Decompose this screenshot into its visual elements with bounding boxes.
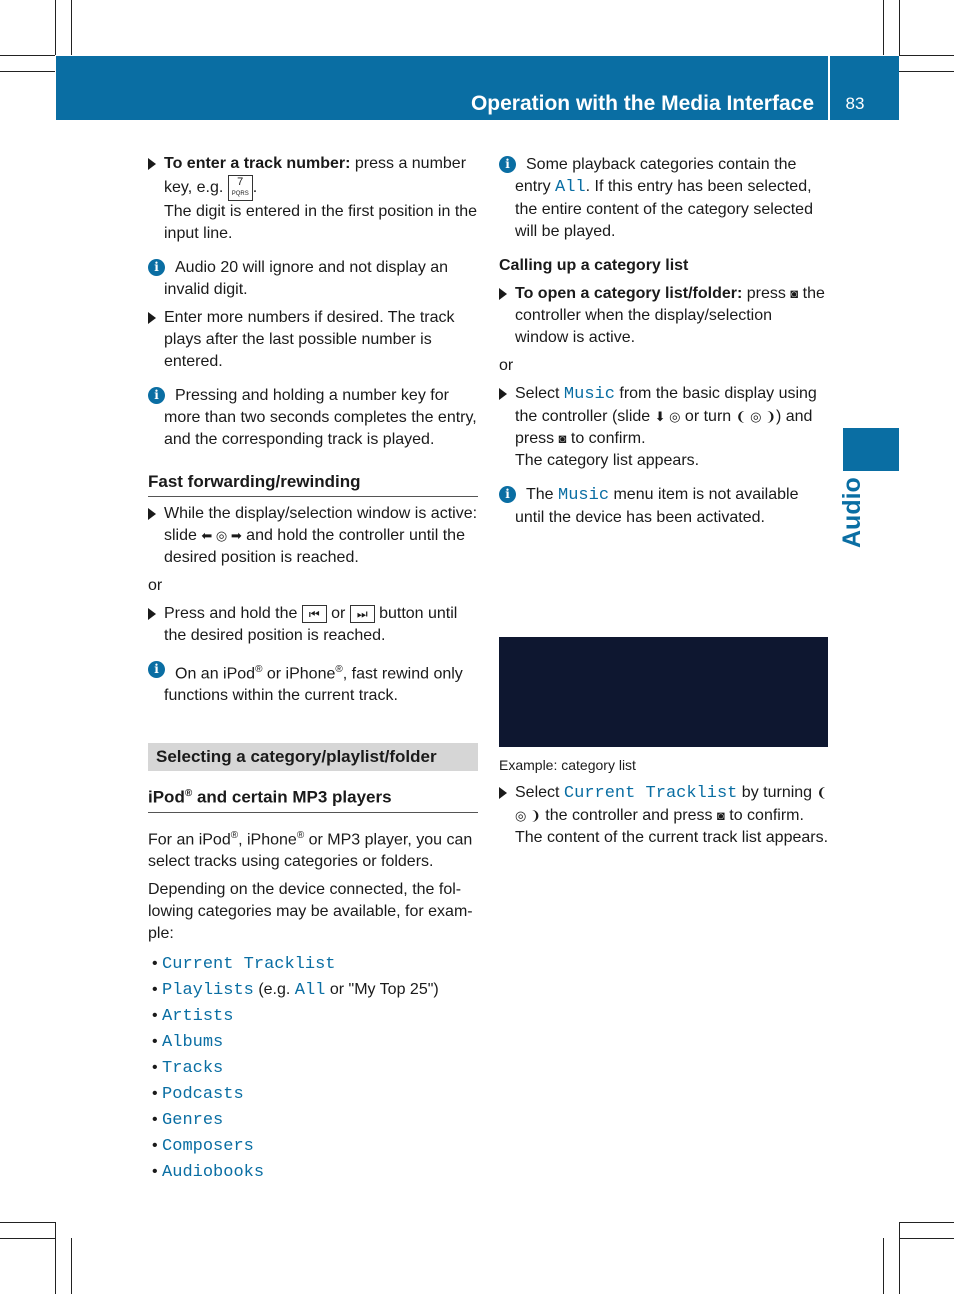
- category-list: [148, 951, 478, 1185]
- category-name: Audiobooks: [162, 1163, 265, 1183]
- step-text: press: [742, 285, 791, 302]
- section-heading-ff: Fast forwarding/rewinding: [148, 471, 478, 497]
- step-text: to confirm.: [724, 807, 804, 824]
- crop-mark: [0, 55, 55, 56]
- crop-mark: [0, 1238, 55, 1239]
- step-ff-button: [148, 603, 478, 647]
- category-name: Composers: [162, 1137, 254, 1157]
- step-result: The content of the current track list appears.: [515, 829, 829, 846]
- key-letters: PQRS: [231, 191, 249, 197]
- list-item: • Genres: [152, 1111, 224, 1131]
- crop-mark: [883, 0, 884, 55]
- crop-mark: [899, 1238, 954, 1239]
- list-item: • Artists: [152, 1007, 234, 1027]
- info-text: Pressing and holding a number key for more than two seconds completes the entry, and the corresponding track is played.: [164, 387, 477, 448]
- info-icon: i: [148, 259, 165, 276]
- para-text: or MP3 player, you can select tracks using categories or folders.: [148, 831, 473, 871]
- para-text: , iPhone: [238, 831, 297, 849]
- step-more-numbers: [148, 307, 478, 373]
- menu-entry: Current Tracklist: [563, 784, 738, 803]
- info-text: . If this entry has been selected, the entire content of the category selected will be played.: [515, 178, 813, 240]
- step-select-tracklist: [499, 782, 829, 849]
- list-note: (e.g.: [253, 981, 295, 999]
- step-text: by turning: [737, 784, 817, 801]
- step-arrow-icon: [148, 158, 156, 170]
- info-text: or iPhone: [262, 665, 336, 683]
- crop-mark: [899, 71, 954, 72]
- crop-mark: [899, 55, 954, 56]
- step-result: The category list appears.: [515, 452, 700, 469]
- step-text: Press and hold the: [164, 605, 302, 622]
- info-note: [499, 484, 829, 529]
- or-text: or: [499, 357, 514, 374]
- page-number: 83: [845, 94, 865, 113]
- list-item: • Albums: [152, 1033, 224, 1053]
- info-icon: i: [499, 156, 516, 173]
- crop-mark: [883, 1238, 884, 1294]
- skip-forward-icon: ⏭: [350, 605, 375, 623]
- step-text: the controller when the display/selection window is active.: [515, 285, 825, 346]
- info-note: [148, 659, 478, 707]
- step-arrow-icon: [148, 312, 156, 324]
- subheading: Calling up a category list: [499, 257, 689, 274]
- side-tab-label: Audio: [838, 477, 866, 548]
- info-text: The: [526, 486, 559, 503]
- step-text: and hold the controller until the desired position is reached.: [164, 527, 465, 566]
- info-note: [148, 385, 478, 451]
- controller-press-icon: ◙: [558, 431, 567, 446]
- crop-mark: [899, 0, 900, 55]
- step-text: .: [252, 179, 258, 197]
- list-item: • Audiobooks: [152, 1163, 265, 1183]
- step-text: from the basic display using the controller (slide: [515, 385, 817, 425]
- subsection-heading-ipod: [148, 783, 478, 813]
- info-text: , fast rewind only functions within the current track.: [164, 665, 463, 705]
- crop-mark: [0, 71, 55, 72]
- section-title: Selecting a category/playlist/folder: [148, 743, 478, 771]
- controller-press-icon: ◙: [790, 286, 799, 301]
- paragraph: [148, 825, 478, 873]
- page-title: Operation with the Media Interface: [470, 92, 814, 115]
- category-name: Artists: [162, 1007, 234, 1027]
- step-text: Select: [515, 784, 564, 801]
- step-arrow-icon: [148, 608, 156, 620]
- crop-mark: [899, 1222, 954, 1223]
- controller-turn-icon: ❨ ◎ ❩: [515, 785, 828, 823]
- step-open-category: [499, 283, 829, 349]
- crop-mark: [55, 1222, 56, 1294]
- step-enter-track: [148, 153, 478, 245]
- or-text: or: [148, 577, 163, 594]
- list-note: or "My Top 25"): [325, 981, 439, 999]
- crop-mark: [899, 1222, 900, 1294]
- info-icon: i: [499, 486, 516, 503]
- step-bold: To open a category list/folder:: [515, 285, 743, 302]
- step-text: ) and press: [515, 408, 813, 447]
- header-divider: [828, 56, 830, 120]
- step-text: Select: [515, 385, 564, 402]
- key-digit: 7: [237, 176, 244, 188]
- info-text: On an iPod: [175, 665, 256, 683]
- registered-mark: ®: [184, 788, 193, 800]
- step-arrow-icon: [148, 508, 156, 520]
- step-text: button until the desired position is reached.: [164, 605, 458, 644]
- menu-entry: All: [555, 178, 586, 197]
- step-result: The digit is entered in the first position in the input line.: [164, 203, 478, 242]
- step-text: press a number key, e.g.: [164, 155, 467, 197]
- step-text: Enter more numbers if desired. The track plays after the last possible number is entered.: [164, 309, 455, 370]
- registered-mark: ®: [335, 664, 343, 675]
- list-item: • Tracks: [152, 1059, 224, 1079]
- registered-mark: ®: [255, 664, 263, 675]
- info-note: [499, 154, 829, 243]
- category-name: Albums: [162, 1033, 224, 1053]
- registered-mark: ®: [296, 829, 305, 841]
- step-text: the controller and press: [540, 807, 717, 824]
- category-name: Current Tracklist: [162, 955, 336, 975]
- info-text: Audio 20 will ignore and not display an invalid digit.: [164, 259, 449, 298]
- info-text: menu item is not available until the device has been activated.: [515, 486, 799, 526]
- list-item: • Podcasts: [152, 1085, 244, 1105]
- skip-back-icon: ⏮: [302, 605, 327, 623]
- step-text: While the display/selection window is active: slide: [164, 505, 478, 544]
- crop-mark: [0, 1222, 55, 1223]
- crop-mark: [55, 0, 56, 55]
- controller-press-icon: ◙: [716, 808, 725, 823]
- side-tab: [843, 428, 899, 471]
- menu-entry: Music: [558, 486, 610, 505]
- step-arrow-icon: [499, 388, 507, 400]
- step-text: or turn: [680, 408, 736, 425]
- image-caption: Example: category list: [499, 757, 636, 773]
- step-text: to confirm.: [566, 430, 646, 447]
- info-text: Some playback categories contain the entry: [515, 156, 797, 195]
- category-name: All: [294, 981, 326, 1001]
- category-name: Genres: [162, 1111, 224, 1131]
- para-text: For an iPod: [148, 831, 231, 849]
- info-icon: i: [148, 661, 165, 678]
- step-arrow-icon: [499, 787, 507, 799]
- step-select-music: [499, 383, 829, 472]
- screen-image-display: [499, 637, 828, 747]
- info-note: [148, 257, 478, 301]
- left-column: [148, 153, 478, 1185]
- list-item: • Current Tracklist: [152, 955, 336, 975]
- controller-slide-lr-icon: ⬅ ◎ ➡: [201, 528, 242, 543]
- category-name: Tracks: [162, 1059, 224, 1079]
- category-name: Playlists: [162, 981, 254, 1001]
- heading-text: iPod: [148, 787, 185, 807]
- step-ff-slide: [148, 503, 478, 569]
- crop-mark: [71, 1238, 72, 1294]
- step-arrow-icon: [499, 288, 507, 300]
- right-column: [499, 154, 829, 529]
- list-item: • Composers: [152, 1137, 254, 1157]
- menu-entry: Music: [563, 385, 615, 404]
- step-text: or: [326, 605, 350, 622]
- info-icon: i: [148, 387, 165, 404]
- right-column-lower: [499, 782, 829, 849]
- controller-slide-down-icon: ⬇ ◎: [654, 409, 681, 424]
- category-name: Podcasts: [162, 1085, 244, 1105]
- paragraph: Depending on the device connected, the following categories may be available, for example:: [148, 881, 473, 943]
- list-item: • Playlists (e.g. All or "My Top 25"): [152, 981, 439, 1001]
- crop-mark: [71, 0, 72, 55]
- step-bold: To enter a track number:: [164, 155, 351, 172]
- heading-text: and certain MP3 players: [192, 787, 392, 807]
- key-7-icon: [228, 175, 253, 201]
- registered-mark: ®: [230, 829, 239, 841]
- controller-turn-icon: ❨ ◎ ❩: [735, 409, 776, 424]
